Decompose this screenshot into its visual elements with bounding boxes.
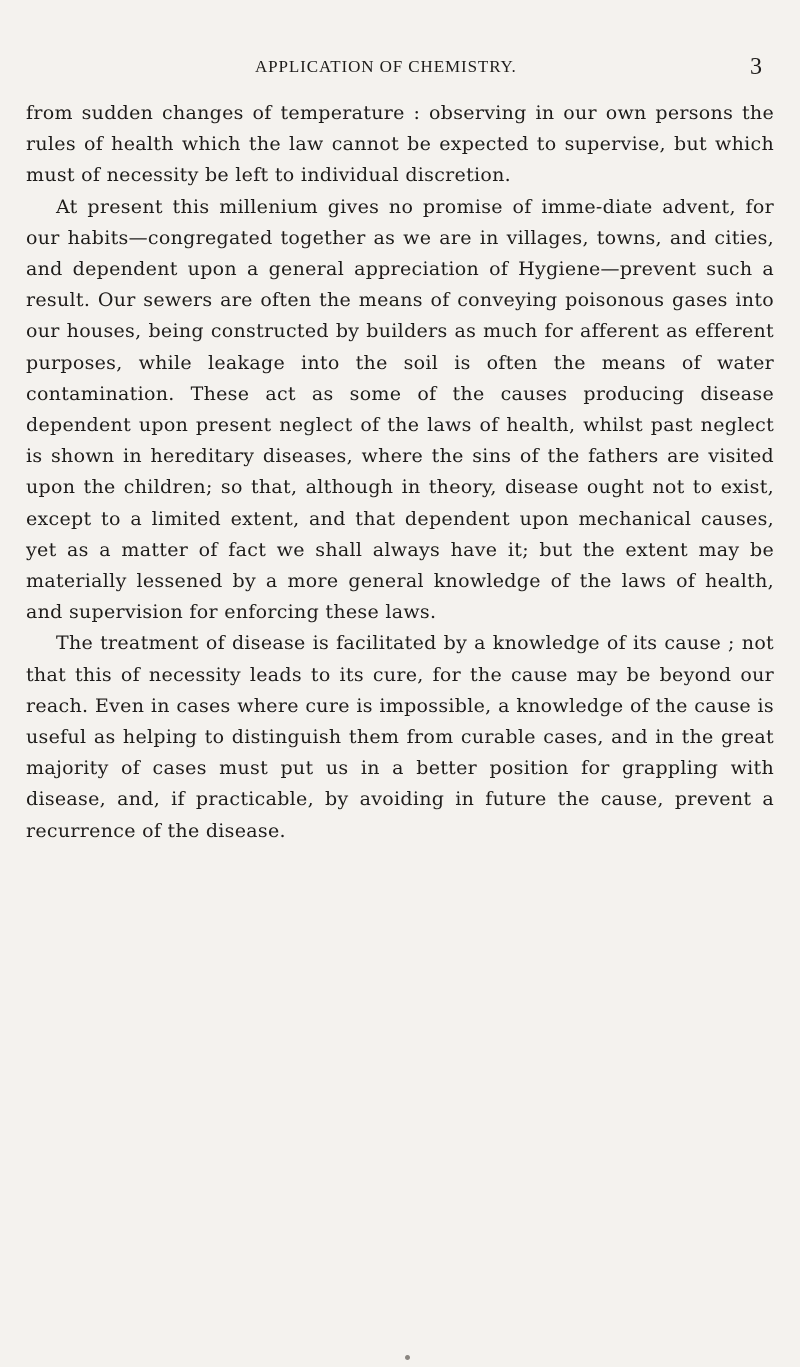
running-title: APPLICATION OF CHEMISTRY.: [255, 57, 517, 76]
print-speck: [405, 1355, 410, 1360]
page-number: 3: [750, 54, 762, 80]
paragraph-continued: from sudden changes of temperature : observing in our own persons the rules of health which the law cannot be expected to supervise, but which must of necessity be left to individual discretion.: [26, 102, 774, 187]
running-head: [0, 52, 800, 82]
body-text: [26, 98, 774, 847]
paragraph-treatment: The treatment of disease is facilitated by a knowledge of its cause ; not that this of necessity leads to its cure, for the cause may be beyond our reach. Even in cases where cure is impossible, a knowledge of the cause is useful as helping to distinguish them from curable cases, and in the great majority of cases must put us in a better position for grappling with disease, and, if practicable, by avoiding in future the cause, prevent a recurrence of the disease.: [26, 632, 774, 842]
paragraph-sewers: At present this millenium gives no promise of imme-diate advent, for our habits—congregated together as we are in villages, towns, and cities, and dependent upon a general appreciation of Hygiene—prevent such a result. Our sewers are often the means of conveying poisonous gases into our houses, being constructed by builders as much for afferent as efferent purposes, while leakage into the soil is often the means of water contamination. These act as some of the causes producing disease dependent upon present neglect of the laws of health, whilst past neglect is shown in hereditary diseases, where the sins of the fathers are visited upon the children; so that, although in theory, disease ought not to exist, except to a limited extent, and that dependent upon mechanical causes, yet as a matter of fact we shall always have it; but the extent may be materially lessened by a more general knowledge of the laws of health, and supervision for enforcing these laws.: [26, 195, 774, 624]
